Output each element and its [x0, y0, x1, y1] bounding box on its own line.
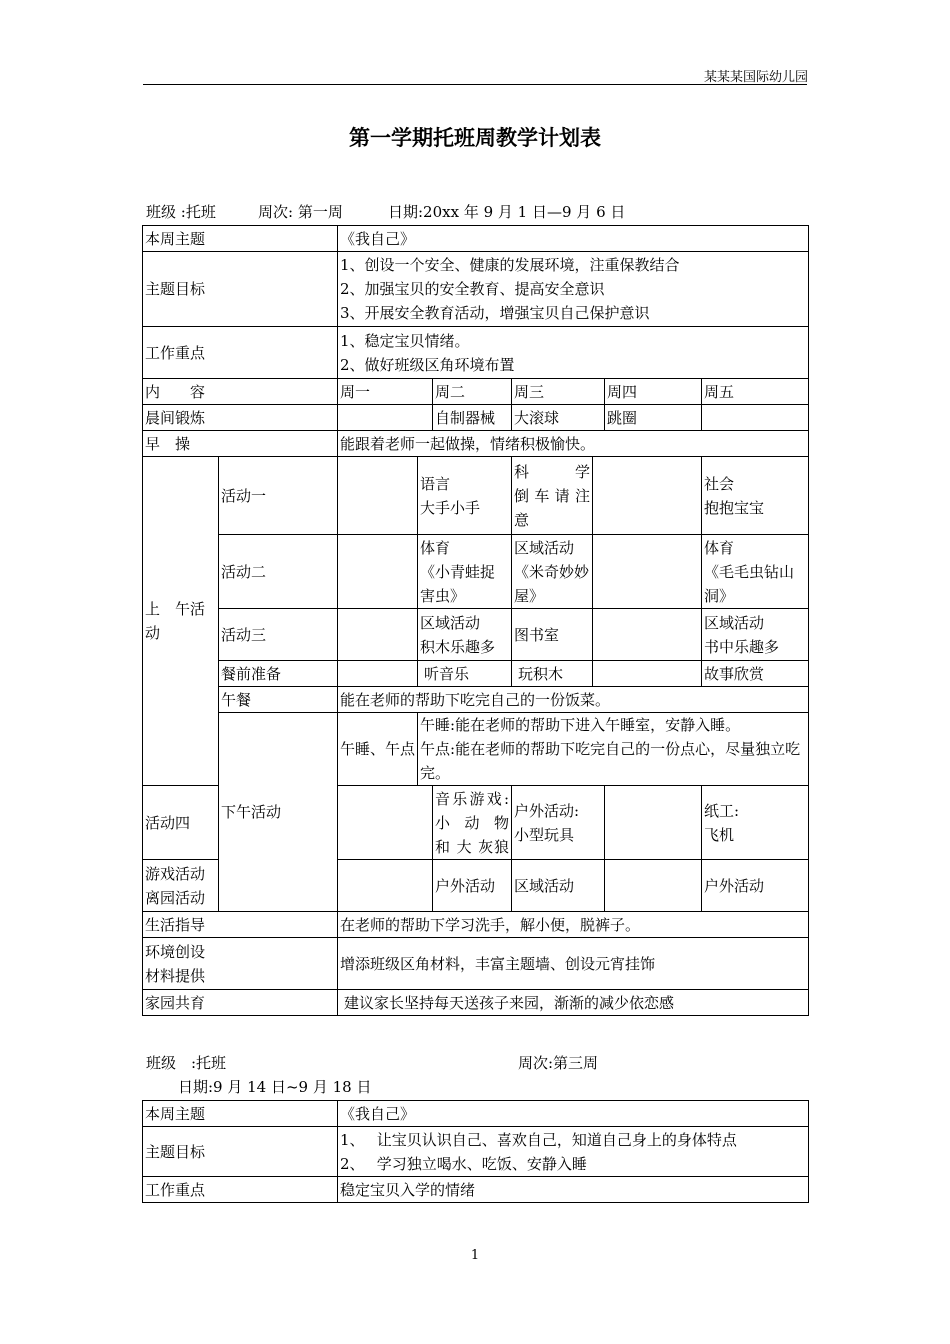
- day-header: 周四: [605, 379, 702, 405]
- cell: 体育 《小青蛙捉害虫》: [418, 535, 512, 609]
- cell: 科学 倒 车 请 注 意: [512, 457, 593, 535]
- document-header: 某某某国际幼儿园: [703, 70, 808, 85]
- goal-item: 1、创设一个安全、健康的发展环境，注重保教结合: [340, 256, 680, 274]
- environment-value: 增添班级区角材料，丰富主题墙、创设元宵挂饰: [338, 938, 809, 990]
- environment-label: 环境创设 材料提供: [143, 938, 338, 990]
- cell: [593, 535, 702, 609]
- pm-activities-label: 下午活动: [219, 713, 338, 912]
- nap-value: [418, 713, 809, 786]
- cell: [593, 661, 702, 687]
- cell: 纸工: 飞机: [702, 786, 809, 860]
- lunch-label: 午餐: [219, 687, 338, 713]
- cell: 听音乐: [418, 661, 512, 687]
- week3-class: 班级 :托班: [146, 1054, 227, 1072]
- nap-line: 午点:能在老师的帮助下吃完自己的一份点心，尽量独立吃完。: [420, 740, 801, 782]
- cell: 区域活动: [512, 860, 605, 912]
- week1-date: 日期:20xx 年 9 月 1 日—9 月 6 日: [388, 203, 626, 221]
- cell: [605, 786, 702, 860]
- cell: [702, 405, 809, 431]
- cell: 跳圈: [605, 405, 702, 431]
- week3-plan-table: [142, 1100, 809, 1203]
- goal-list: [338, 252, 809, 327]
- cell: 社会 抱抱宝宝: [702, 457, 809, 535]
- theme-value: 《我自己》: [338, 226, 809, 252]
- cell: [338, 535, 418, 609]
- life-guide-label: 生活指导: [143, 912, 338, 938]
- cell: 自制器械: [433, 405, 512, 431]
- theme-value: 《我自己》: [338, 1101, 809, 1127]
- cell: [338, 609, 418, 661]
- cell: 区域活动 书中乐趣多: [702, 609, 809, 661]
- activity1-label: 活动一: [219, 457, 338, 535]
- cell: [338, 661, 418, 687]
- nap-label: 午睡、午点: [338, 713, 418, 786]
- goal-item: 1、 让宝贝认识自己、喜欢自己，知道自己身上的身体特点: [340, 1130, 737, 1149]
- cell: 户外活动: 小型玩具: [512, 786, 605, 860]
- cell: 户外活动: [433, 860, 512, 912]
- focus-value: 稳定宝贝入学的情绪: [338, 1177, 809, 1203]
- week3-week: 周次:第三周: [518, 1054, 599, 1072]
- focus-list: [338, 327, 809, 379]
- am-activities-label: 上 午活动: [143, 457, 219, 786]
- focus-label: 工作重点: [143, 1177, 338, 1203]
- goal-item: 2、 学习独立喝水、吃饭、安静入睡: [340, 1154, 587, 1173]
- week1-plan-table: [142, 225, 809, 1016]
- home-school-label: 家园共育: [143, 990, 338, 1016]
- cell: 区域活动 《米奇妙妙屋》: [512, 535, 593, 609]
- goal-item: 3、开展安全教育活动，增强宝贝自己保护意识: [340, 304, 650, 322]
- cell: 图书室: [512, 609, 593, 661]
- day-header: 周三: [512, 379, 605, 405]
- week3-date: 日期:9 月 14 日~9 月 18 日: [178, 1078, 372, 1096]
- cell: 户外活动: [702, 860, 809, 912]
- day-header: 周五: [702, 379, 809, 405]
- cell: 音乐游戏: 小 动 物 和 大 灰狼: [433, 786, 512, 860]
- goal-label: 主题目标: [143, 1127, 338, 1177]
- activity3-label: 活动三: [219, 609, 338, 661]
- theme-label: 本周主题: [143, 226, 338, 252]
- focus-item: 1、稳定宝贝情绪。: [340, 331, 470, 350]
- game-leave-label: 游戏活动 离园活动: [143, 860, 219, 912]
- nap-line: 午睡:能在老师的帮助下进入午睡室，安静入睡。: [420, 716, 741, 734]
- cell: [338, 786, 433, 860]
- goal-list: [338, 1127, 809, 1177]
- day-header: 周二: [433, 379, 512, 405]
- activity2-label: 活动二: [219, 535, 338, 609]
- cell: 玩积木: [512, 661, 593, 687]
- cell: [338, 457, 418, 535]
- goal-label: 主题目标: [143, 252, 338, 327]
- content-label: 内 容: [143, 379, 338, 405]
- lunch-value: 能在老师的帮助下吃完自己的一份饭菜。: [338, 687, 809, 713]
- cell: 大滚球: [512, 405, 605, 431]
- meal-prep-label: 餐前准备: [219, 661, 338, 687]
- home-school-value: 建议家长坚持每天送孩子来园，渐渐的减少依恋感: [338, 990, 809, 1016]
- early-exercise-value: 能跟着老师一起做操，情绪积极愉快。: [338, 431, 809, 457]
- cell: [605, 860, 702, 912]
- cell: 区域活动 积木乐趣多: [418, 609, 512, 661]
- theme-label: 本周主题: [143, 1101, 338, 1127]
- cell: [338, 405, 433, 431]
- goal-item: 2、加强宝贝的安全教育、提高安全意识: [340, 280, 605, 298]
- life-guide-value: 在老师的帮助下学习洗手，解小便，脱裤子。: [338, 912, 809, 938]
- cell: [338, 860, 433, 912]
- week1-week: 周次: 第一周: [258, 203, 343, 221]
- day-header: 周一: [338, 379, 433, 405]
- activity4-label: 活动四: [143, 786, 219, 860]
- focus-item: 2、做好班级区角环境布置: [340, 355, 515, 374]
- page-number: 1: [470, 1248, 480, 1263]
- cell: 体育 《毛毛虫钻山洞》: [702, 535, 809, 609]
- page-title: 第一学期托班周教学计划表: [349, 126, 601, 150]
- header-divider: [143, 84, 807, 85]
- week1-class: 班级 :托班: [146, 203, 216, 221]
- early-exercise-label: 早 操: [143, 431, 338, 457]
- cell: 语言 大手小手: [418, 457, 512, 535]
- cell: [593, 457, 702, 535]
- focus-label: 工作重点: [143, 327, 338, 379]
- cell: [593, 609, 702, 661]
- morning-exercise-label: 晨间锻炼: [143, 405, 338, 431]
- cell: 故事欣赏: [702, 661, 809, 687]
